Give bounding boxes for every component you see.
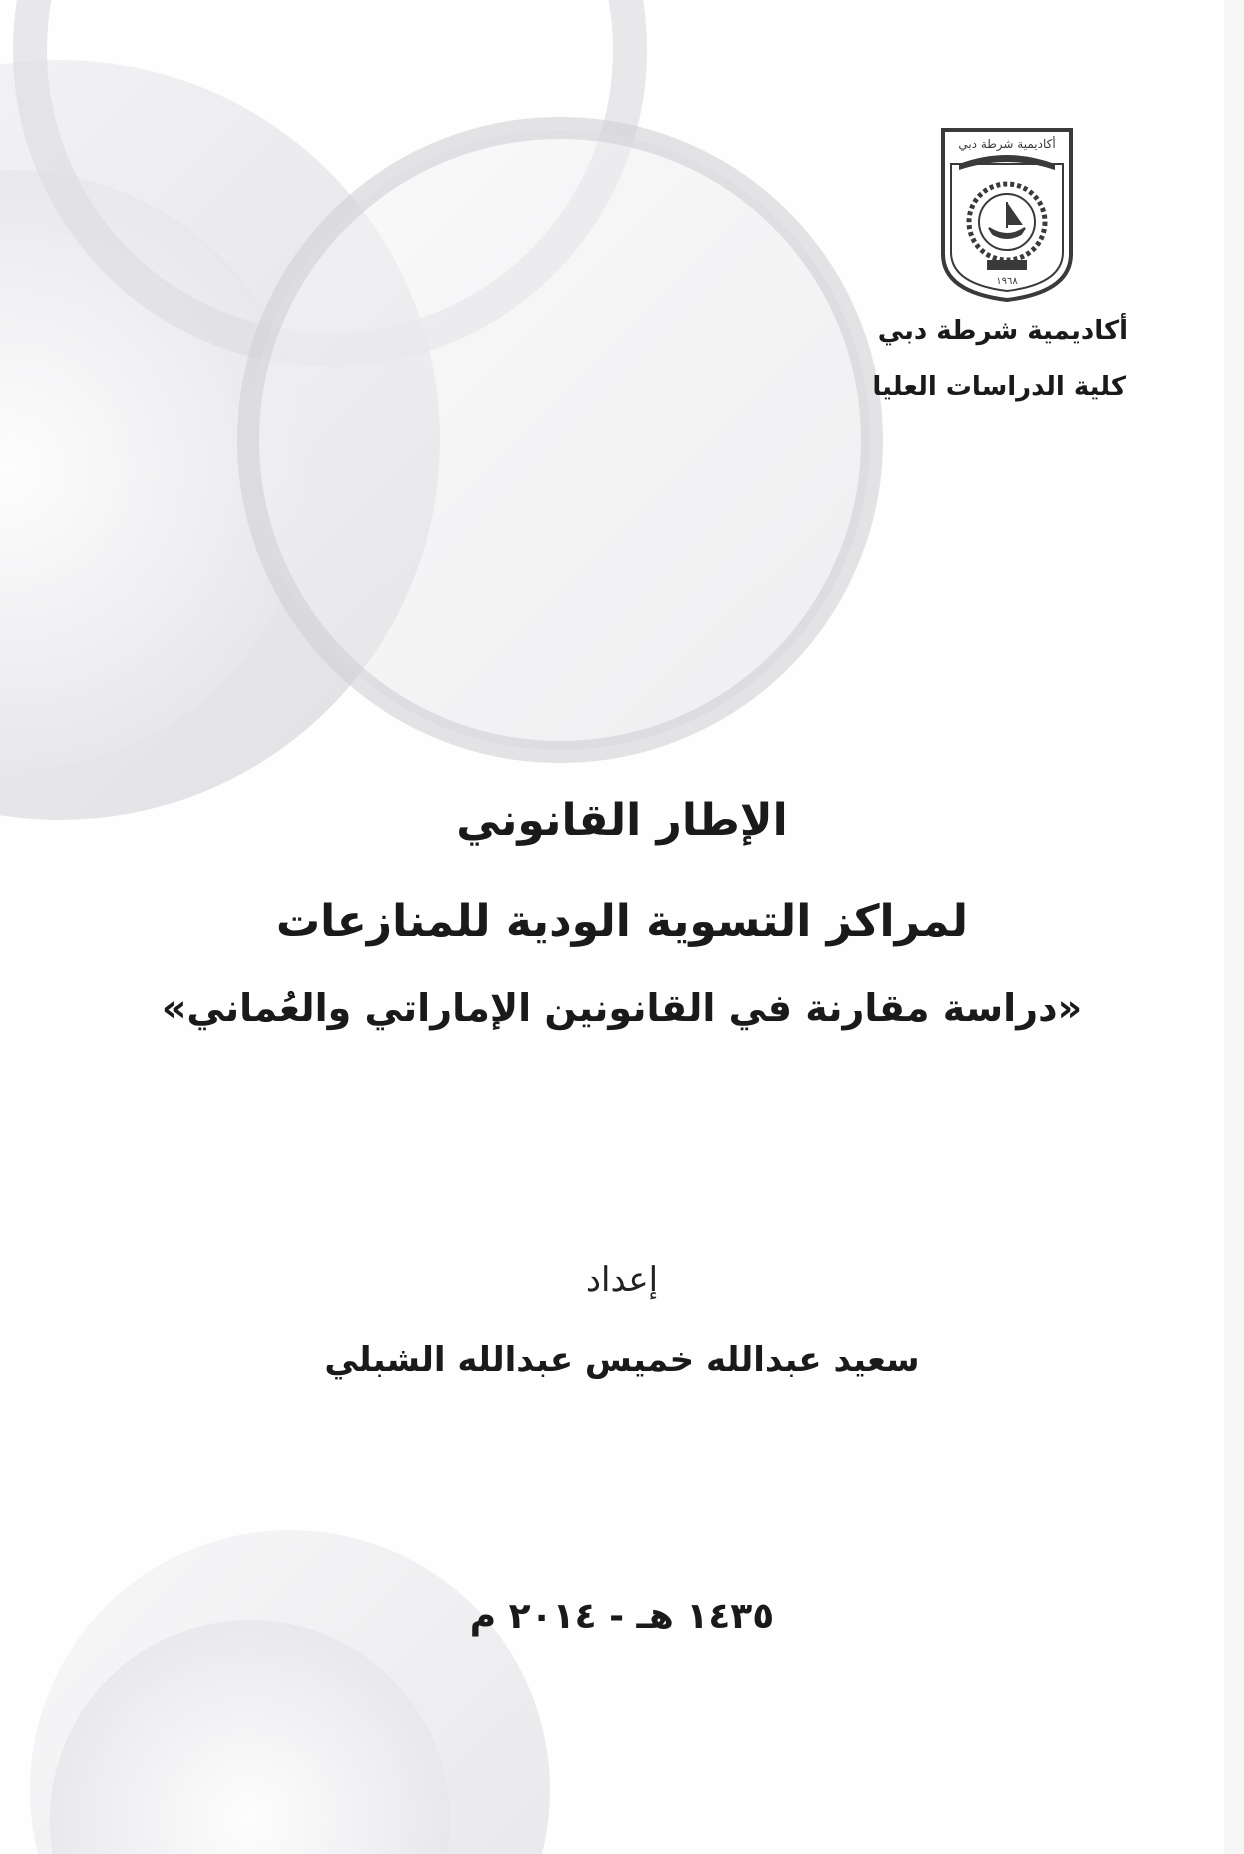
- title-main: الإطار القانوني: [456, 795, 788, 846]
- title-secondary: لمراكز التسوية الودية للمنازعات: [275, 896, 969, 947]
- emblem-year-text: ١٩٦٨: [996, 276, 1018, 287]
- emblem-ribbon: [987, 260, 1027, 270]
- academy-emblem: [937, 124, 1077, 304]
- emblem-top-text: أكاديمية شرطة دبي: [958, 137, 1056, 151]
- academy-name: أكاديمية شرطة دبي: [877, 316, 1128, 346]
- author-name: سعيد عبدالله خميس عبدالله الشبلي: [324, 1340, 920, 1380]
- title-subtitle: «دراسة مقارنة في القانونين الإماراتي والعُماني»: [161, 986, 1083, 1030]
- college-name: كلية الدراسات العليا: [872, 372, 1126, 402]
- publication-date: ١٤٣٥ هـ - ٢٠١٤ م: [469, 1596, 775, 1637]
- prepared-by-label: إعداد: [585, 1260, 659, 1300]
